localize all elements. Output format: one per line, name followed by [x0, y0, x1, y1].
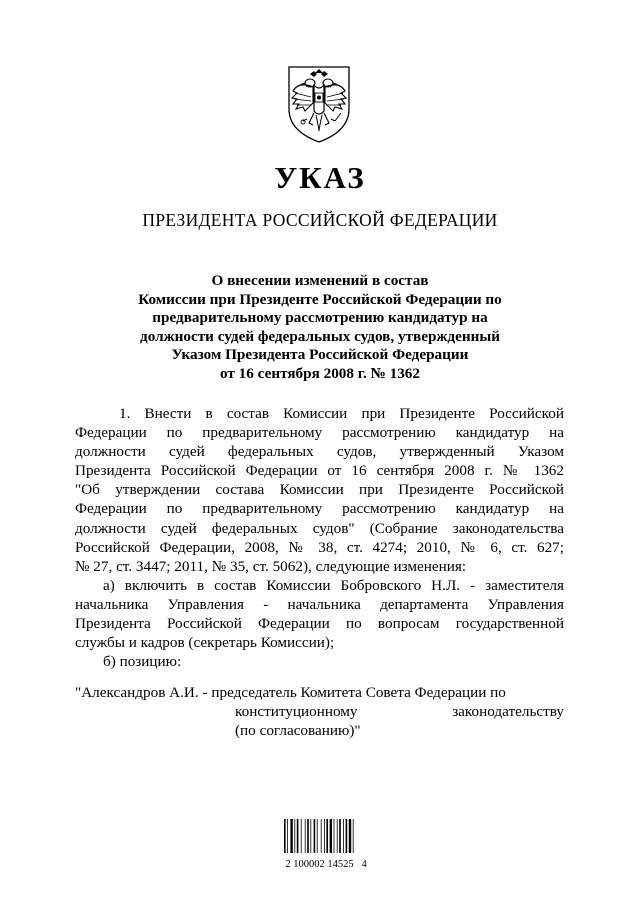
position-entry — [75, 683, 564, 740]
body-line: Федерации по предварительному рассмотрению кандидатур на — [75, 424, 564, 442]
body-line: "Об утверждении состава Комиссии при Президенте Российской — [75, 481, 564, 499]
barcode-number: 2 100002 14525 4 — [285, 859, 367, 870]
body-line: а) включить в состав Комиссии Бобровского Н.Л. - заместителя — [103, 576, 564, 594]
position-line-right: законодательству — [452, 703, 564, 721]
body-line: б) позицию: — [103, 653, 182, 671]
body-line: № 27, ст. 3447; 2011, № 35, ст. 5062), следующие изменения: — [75, 557, 467, 575]
body-line: 1. Внести в состав Комиссии при Президенте Российской — [119, 405, 564, 422]
body-line: начальника Управления - начальника департамента Управления — [75, 595, 564, 613]
heading-line: от 16 сентября 2008 г. № 1362 — [220, 364, 420, 382]
heading-line: Комиссии при Президенте Российской Федерации по — [138, 290, 502, 308]
decree-body — [75, 404, 564, 671]
issuer-title: ПРЕЗИДЕНТА РОССИЙСКОЙ ФЕДЕРАЦИИ — [142, 210, 498, 230]
document-type-title: УКАЗ — [274, 160, 366, 195]
position-line — [75, 702, 564, 721]
body-line: Российской Федерации, 2008, № 38, ст. 4274; 2010, № 6, ст. 627; — [75, 538, 564, 556]
decree-heading — [60, 272, 580, 384]
heading-line: предварительному рассмотрению кандидатур на — [152, 309, 488, 327]
position-line: "Александров А.И. - председатель Комитета Совета Федерации по — [75, 684, 506, 701]
coat-of-arms-icon — [283, 63, 355, 145]
heading-line: О внесении изменений в состав — [211, 272, 429, 289]
heading-line: должности судей федеральных судов, утвержденный — [140, 327, 500, 345]
body-line: должности судей федеральных судов, утвержденный Указом — [75, 443, 564, 461]
heading-line: Указом Президента Российской Федерации — [171, 346, 469, 364]
body-line: Президента Российской Федерации от 16 сентября 2008 г. № 1362 — [75, 462, 564, 480]
body-line: Президента Российской Федерации по вопросам государственной — [75, 615, 564, 633]
body-line: службы и кадров (секретарь Комиссии); — [75, 634, 335, 652]
body-line: должности судей федеральных судов" (Собрание законодательства — [75, 519, 564, 537]
position-line: (по согласованию)" — [235, 722, 361, 740]
barcode-icon — [282, 815, 368, 855]
position-line-left: конституционному — [235, 703, 358, 721]
body-line: Федерации по предварительному рассмотрению кандидатур на — [75, 500, 564, 518]
